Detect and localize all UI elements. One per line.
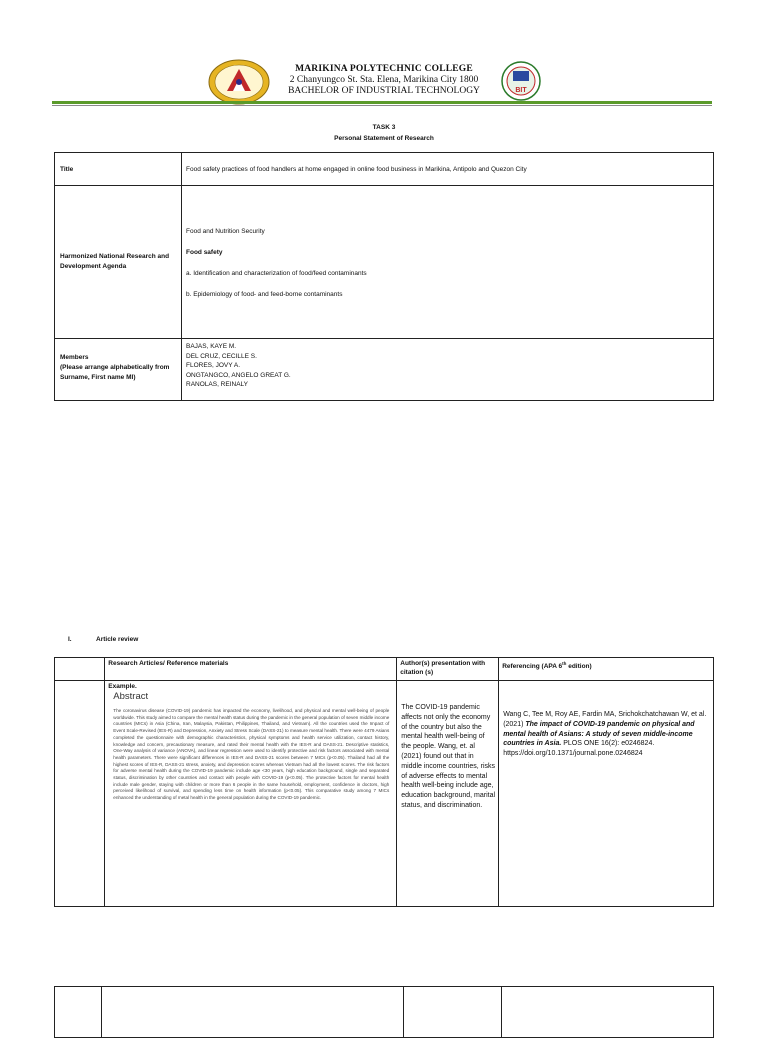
agenda-item: Food safety <box>186 249 223 256</box>
blank-row <box>55 987 714 1038</box>
section-number: I. <box>68 636 72 643</box>
header-referencing-post: edition) <box>566 663 592 671</box>
header-referencing <box>499 658 714 681</box>
title-label: Title <box>55 153 182 186</box>
citation-text: The COVID-19 pandemic affects not only the economy of the country but also the mental health well-being of the people. Wang, et. al (2021) found out that in middle income countries, risks of adverse effects to mental health well-being include age, education background, marital status, and discrimination. <box>401 704 496 809</box>
blank-cell <box>403 987 501 1038</box>
letterhead <box>278 64 490 97</box>
reference-authors: Wang C, Tee M, Roy AE, Fardin MA, Srichokchatchawan W, et al. (2021) <box>503 711 707 728</box>
blank-cell <box>55 987 102 1038</box>
blank-review-table <box>54 986 714 1038</box>
agenda-row <box>55 186 714 339</box>
blank-cell <box>501 987 713 1038</box>
program-name: BACHELOR OF INDUSTRIAL TECHNOLOGY <box>288 86 480 96</box>
citation-cell <box>397 681 499 907</box>
member-name: RANOLAS, REINALY <box>186 381 249 389</box>
research-article-cell <box>105 681 397 907</box>
members-label: Members <box>60 354 89 361</box>
agenda-item: a. Identification and characterization of food/feed contaminants <box>186 270 367 277</box>
member-name: FLORES, JOVY A. <box>186 362 241 370</box>
article-review-table <box>54 657 714 907</box>
member-name: BAJAS, KAYE M. <box>186 343 237 350</box>
members-list <box>186 339 713 390</box>
blank-cell <box>102 987 403 1038</box>
title-row <box>55 153 714 186</box>
example-label: Example. <box>108 683 137 690</box>
section-label: Article review <box>96 636 139 643</box>
college-address: 2 Chanyungco St. Sta. Elena, Marikina City 1800 <box>289 75 479 85</box>
header-research-articles: Research Articles/ Reference materials <box>105 658 397 681</box>
task-subtitle: Personal Statement of Research <box>334 135 434 142</box>
title-value: Food safety practices of food handlers at home engaged in online food business in Marikina, Antipolo and Quezon City <box>182 153 714 186</box>
row-blank <box>55 681 105 907</box>
reference-cell <box>499 681 714 907</box>
college-seal-logo <box>207 59 271 105</box>
review-example-row <box>55 681 714 907</box>
agenda-list <box>186 186 713 300</box>
header-blank <box>55 658 105 681</box>
task-title: TASK 3 <box>372 124 396 131</box>
agenda-item: Food and Nutrition Security <box>186 228 265 235</box>
member-name: ONGTANGCO, ANGELO GREAT G. <box>186 371 291 379</box>
member-name: DEL CRUZ, CECILLE S. <box>186 352 257 360</box>
letterhead-rule-gray <box>52 105 712 106</box>
reference-tail: PLOS ONE 16(2): e0246824. https://doi.org/10.1371/journal.pone.0246824 <box>503 740 655 758</box>
header-referencing-sup: th <box>562 661 567 666</box>
agenda-label: Harmonized National Research and Development Agenda <box>60 253 170 270</box>
review-header-row <box>55 658 714 681</box>
college-name: MARIKINA POLYTECHNIC COLLEGE <box>295 64 473 74</box>
research-info-table <box>54 152 714 401</box>
members-row <box>55 339 714 401</box>
reference-title: The impact of COVID-19 pandemic on physical and mental health of Asians: A study of seven middle-income countries in Asia. <box>503 720 695 748</box>
abstract-text: The coronavirus disease (COVID-19) pandemic has impacted the economy, livelihood, and physical and mental well-being of people worldwide. This study aimed to compare the mental health status during the pandemic in the general population of seven middle income countries (MICs) in Asia (China, Iran, Malaysia, Pakistan, Philippines, Thailand, and Vietnam). All the countries used the Impact of Event Scale-Revised (IES-R) and Depression, Anxiety and Stress Scale (DASS-21) to measure mental health. There were 4479 Asians completed the questionnaire with demographic characteristics, physical symptoms and health service utilization, contact history, knowledge and concern, precautionary measure, and rated their mental health with the IES-R and DASS-21. Descriptive statistics, One-Way analysis of variance (ANOVA), and linear regression were used to identify protective and risk factors associated with mental health parameters. There were significant differences in IES-R and DASS-21 scores between 7 MICs (p<0.05). Thailand had all the highest scores of IES-R, DASS-21 stress, anxiety, and depression scores whereas Vietnam had all the lowest scores. The risk factors for adverse mental health during the COVID-19 pandemic include age <30 years, high education background, single and separated status, discrimination by other countries and contact with people with COVID-19 (p<0.05). The protective factors for mental health include male gender, staying with children or more than 6 people in the same household, employment, confidence in doctors, high perceived likelihood of survival, and spending less time on health information (p<0.05). This comparative study among 7 MICs enhanced the understanding of metal health in the general population during the COVID-19 pandemic. <box>113 708 390 801</box>
abstract-heading: Abstract <box>113 691 149 702</box>
members-note: (Please arrange alphabetically from Surname, First name MI) <box>60 364 170 381</box>
reference-text <box>503 710 710 759</box>
header-referencing-pre: Referencing (APA 6 <box>502 663 563 671</box>
members-label-block <box>60 339 181 383</box>
letterhead-rule-green <box>52 101 712 104</box>
header-author-presentation: Author(s) presentation with citation (s) <box>397 658 499 681</box>
bit-seal-logo <box>501 59 541 103</box>
agenda-item: b. Epidemiology of food- and feed-borne contaminants <box>186 291 343 298</box>
svg-text:BIT: BIT <box>515 87 527 94</box>
